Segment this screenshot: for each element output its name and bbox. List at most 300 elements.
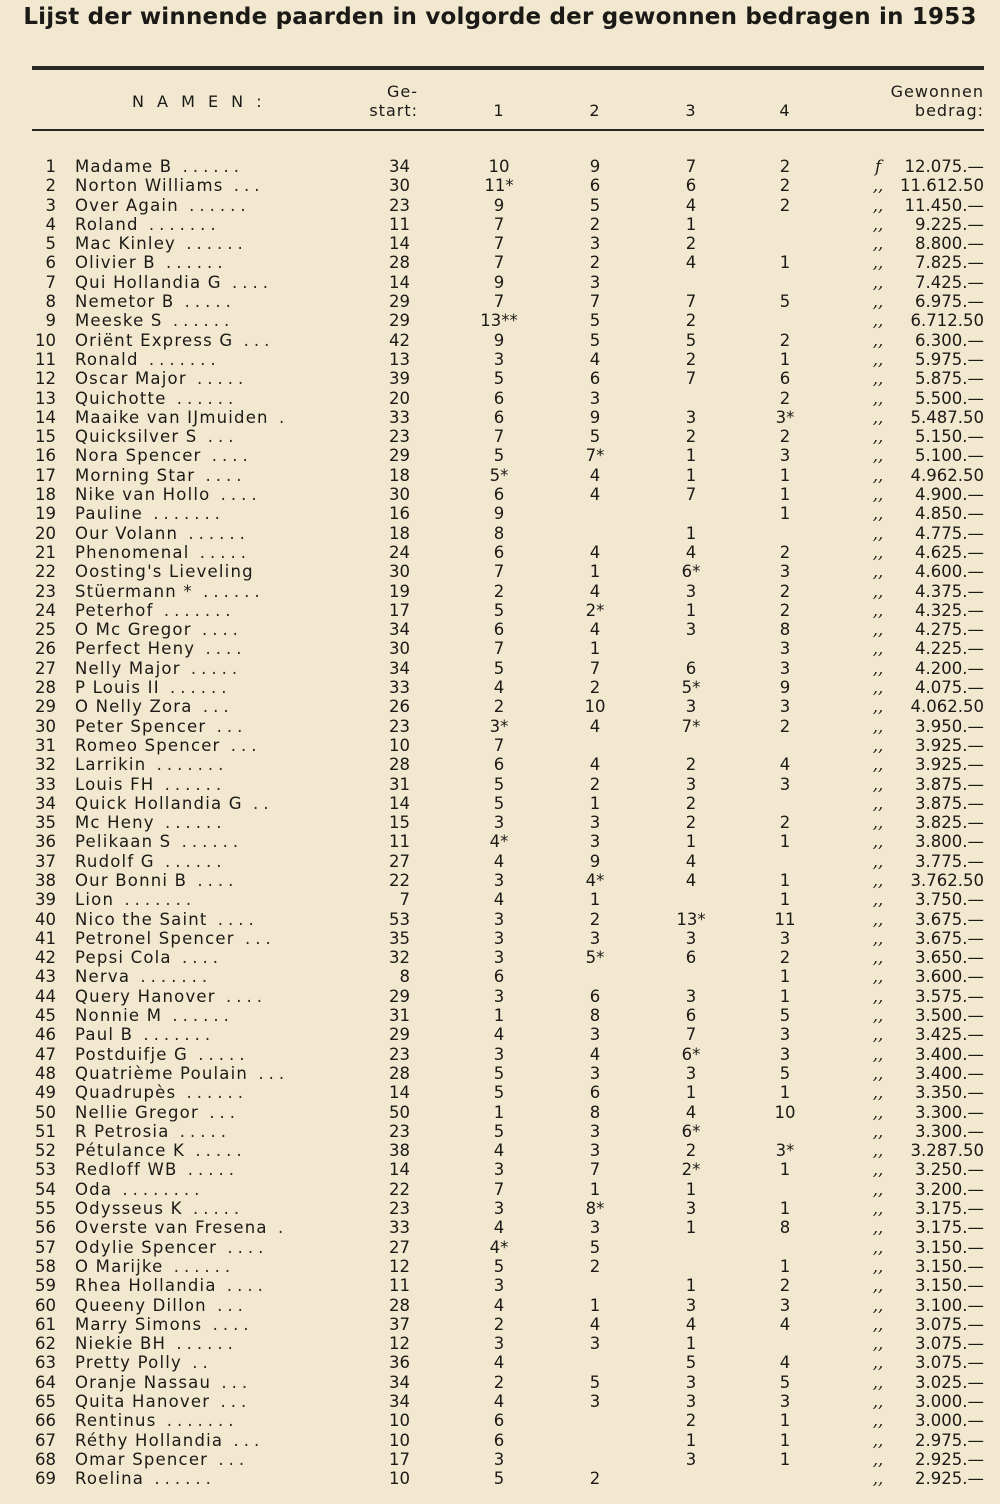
fourth-places: 1 [779,870,791,890]
second-places: 2 [589,774,601,794]
horse-name [75,794,274,813]
currency-mark: ,, [872,1411,884,1431]
table-row [0,890,1000,909]
third-places: 4 [685,870,697,890]
second-places: 3 [589,272,601,292]
row-number: 58 [35,1256,56,1276]
first-places: 3 [493,948,505,968]
horse-name-text: Odysseus K [75,1199,183,1219]
currency-mark: ,, [872,1121,884,1141]
horse-name-text: Our Volann [75,523,179,543]
third-places: 2 [685,1411,697,1431]
amount-won: 3.925.— [915,735,984,755]
amount-won: 3.150.— [915,1276,984,1296]
leader-dots: ..... [174,292,236,312]
fourth-places: 4 [779,755,791,775]
amount-won: 3.287.50 [910,1141,984,1161]
horse-name [75,504,225,523]
leader-dots: ...... [178,195,251,215]
first-places: 7 [493,562,505,582]
row-number: 31 [35,735,56,755]
starts-count: 34 [389,658,410,678]
third-places: 3 [685,407,697,427]
amount-won: 5.500.— [915,388,984,408]
currency-mark: ,, [872,1372,884,1392]
horse-name [75,234,248,253]
table-row [0,717,1000,736]
leader-dots: .. [242,793,274,813]
starts-count: 14 [389,1160,410,1180]
starts-count: 23 [389,716,410,736]
currency-mark: ,, [872,1334,884,1354]
third-places: 6 [685,176,697,196]
first-places: 4 [493,1392,505,1411]
table-row [0,1431,1000,1450]
third-places: 3 [685,1199,697,1219]
row-number: 17 [35,465,56,485]
starts-count: 27 [389,1237,410,1257]
starts-count: 33 [389,407,410,427]
table-row [0,485,1000,504]
horse-name [75,485,262,504]
second-places: 9 [589,407,601,427]
horse-name-text: Stüermann * [75,581,193,601]
first-places: 7 [493,234,505,254]
table-row [0,832,1000,851]
fourth-places: 1 [779,1199,791,1219]
leader-dots: ....... [156,1411,239,1431]
horse-name [75,813,226,832]
row-number: 54 [35,1179,56,1199]
fourth-places: 5 [779,292,791,312]
third-places: 2 [685,1141,697,1161]
horse-name [75,427,238,446]
fourth-places: 3 [779,928,791,948]
row-number: 55 [35,1199,56,1219]
currency-mark: ,, [872,292,884,312]
horse-name [75,1315,254,1334]
horse-name-text: Oda [75,1179,113,1199]
table-row [0,910,1000,929]
first-places: 6 [493,388,505,408]
amount-won: 4.850.— [915,504,984,524]
third-places: 1 [685,446,697,466]
amount-won: 4.225.— [915,639,984,659]
row-number: 34 [35,793,56,813]
horse-name [75,639,246,658]
table-row [0,408,1000,427]
row-number: 6 [45,253,56,273]
first-places: 4 [493,678,505,698]
amount-won: 7.825.— [915,253,984,273]
fourth-places: 2 [779,388,791,408]
second-places: 3 [589,1392,601,1411]
horse-name-text: Meeske S [75,311,163,331]
starts-count: 33 [389,1218,410,1238]
leader-dots: ... [248,1063,290,1083]
starts-count: 29 [389,311,410,331]
row-number: 28 [35,678,56,698]
currency-mark: ,, [872,1141,884,1161]
table-row [0,852,1000,871]
horse-name-text: Quicksilver S [75,427,198,447]
second-places: 6 [589,1083,601,1103]
table-row [0,1103,1000,1122]
header-started [362,82,418,120]
leader-dots: ... [233,330,275,350]
horse-name [75,1199,244,1218]
horse-name [75,273,273,292]
leader-dots: ....... [153,600,236,620]
amount-won: 3.600.— [915,967,984,987]
horse-name-text: Louis FH [75,774,155,794]
currency-mark: ,, [872,755,884,775]
leader-dots: .. [181,1353,213,1373]
horse-name-text: Maaike van IJmuiden [75,407,269,427]
horse-name-text: Pelikaan S [75,832,172,852]
horse-name-text: Oranje Nassau [75,1372,212,1392]
fourth-places: 1 [779,485,791,505]
currency-mark: ,, [872,1102,884,1122]
table-row [0,427,1000,446]
row-number: 7 [45,272,56,292]
third-places: 4 [685,253,697,273]
horse-name-text: Pétulance K [75,1141,186,1161]
leader-dots: .... [195,639,247,659]
third-places: 4 [685,1314,697,1334]
row-number: 67 [35,1430,56,1450]
first-places: 5 [493,1256,505,1276]
horse-name [75,1373,252,1392]
third-places: 1 [685,832,697,852]
currency-mark: ,, [872,349,884,369]
first-places: 3 [493,928,505,948]
currency-mark: ,, [872,562,884,582]
page-title: Lijst der winnende paarden in volgorde der gewonnen bedragen in 1953 [23,4,977,30]
table-row [0,755,1000,774]
starts-count: 29 [389,446,410,466]
leader-dots: ...... [155,253,228,273]
row-number: 8 [45,292,56,312]
second-places: 3 [589,1121,601,1141]
third-places: 5 [685,1353,697,1373]
amount-won: 3.400.— [915,1063,984,1083]
first-places: 3 [493,1199,505,1219]
horse-name-text: Nonnie M [75,1006,163,1026]
table-row [0,582,1000,601]
table-row [0,1315,1000,1334]
table-row [0,775,1000,794]
third-places: 1 [685,1218,697,1238]
leader-dots: .... [191,620,243,640]
currency-mark: ,, [872,639,884,659]
currency-mark: ,, [872,620,884,640]
third-places: 3 [685,581,697,601]
first-places: 5 [493,658,505,678]
table-row [0,369,1000,388]
amount-won: 3.825.— [915,813,984,833]
currency-mark: ,, [872,870,884,890]
fourth-places: 8 [779,620,791,640]
leader-dots: . [267,1218,289,1238]
first-places: 4 [493,890,505,910]
table-row [0,601,1000,620]
row-number: 41 [35,928,56,948]
second-places: 9 [589,851,601,871]
second-places: 2 [589,214,601,234]
table-row [0,1083,1000,1102]
table-row [0,273,1000,292]
third-places: 3 [685,774,697,794]
fourth-places: 1 [779,1256,791,1276]
leader-dots: . [268,407,290,427]
horse-name-text: Peter Spencer [75,716,207,736]
leader-dots: .... [217,1237,269,1257]
currency-mark: ,, [872,1179,884,1199]
row-number: 10 [35,330,56,350]
starts-count: 30 [389,562,410,582]
starts-count: 34 [389,1392,410,1411]
table-row [0,1045,1000,1064]
row-number: 16 [35,446,56,466]
row-number: 27 [35,658,56,678]
leader-dots: ...... [178,523,250,543]
leader-dots: ... [211,1372,253,1392]
amount-won: 3.950.— [915,716,984,736]
row-number: 5 [45,234,56,254]
starts-count: 53 [389,909,410,929]
first-places: 6 [493,755,505,775]
header-place-2: 2 [589,101,601,120]
second-places: 3 [589,1063,601,1083]
leader-dots: ...... [162,311,235,331]
first-places: 10 [488,157,510,176]
amount-won: 5.975.— [915,349,984,369]
second-places: 8 [589,1102,601,1122]
starts-count: 38 [389,1141,410,1161]
amount-won: 3.425.— [915,1025,984,1045]
third-places: 3 [685,928,697,948]
second-places: 2 [589,909,601,929]
table-row [0,1353,1000,1372]
fourth-places: 4 [779,1314,791,1334]
starts-count: 31 [389,774,410,794]
third-places: 2 [685,234,697,254]
horse-name-text: Overste van Fresena [75,1218,268,1238]
starts-count: 28 [389,253,410,273]
first-places: 9 [493,272,505,292]
third-places: 2 [685,755,697,775]
table-row [0,1238,1000,1257]
horse-name-text: Niekie BH [75,1334,167,1354]
starts-count: 11 [389,214,410,234]
amount-won: 3.300.— [915,1102,984,1122]
currency-mark: ,, [872,330,884,350]
row-number: 37 [35,851,56,871]
amount-won: 3.400.— [915,1044,984,1064]
amount-won: 4.900.— [915,485,984,505]
fourth-places: 1 [779,1083,791,1103]
first-places: 2 [493,581,505,601]
first-places: 5 [493,600,505,620]
horse-name [75,1392,251,1411]
leader-dots: ....... [138,349,221,369]
amount-won: 4.775.— [915,523,984,543]
second-places: 9 [589,157,601,176]
second-places: 4* [585,870,605,890]
horse-name-text: Query Hanover [75,986,216,1006]
first-places: 3 [493,1044,505,1064]
table-row [0,697,1000,716]
horse-name-text: Marry Simons [75,1314,203,1334]
row-number: 57 [35,1237,56,1257]
leader-dots: .... [216,1276,268,1296]
leader-dots: ...... [154,774,227,794]
third-places: 1 [685,214,697,234]
table-row [0,389,1000,408]
starts-count: 34 [389,157,410,176]
leader-dots: .... [215,986,267,1006]
leader-dots: ...... [192,581,265,601]
starts-count: 20 [389,388,410,408]
amount-won: 6.300.— [915,330,984,350]
starts-count: 18 [389,523,410,543]
second-places: 1 [589,793,601,813]
starts-count: 42 [389,330,410,350]
table-row [0,562,1000,581]
currency-mark: ,, [872,774,884,794]
amount-won: 4.962.50 [910,465,984,485]
starts-count: 12 [389,1334,410,1354]
fourth-places: 4 [779,1353,791,1373]
fourth-places: 1 [779,1160,791,1180]
currency-mark: ,, [872,581,884,601]
first-places: 5 [493,774,505,794]
table-row [0,234,1000,253]
amount-won: 3.000.— [915,1392,984,1411]
amount-won: 3.075.— [915,1314,984,1334]
horse-name-text: O Nelly Zora [75,697,193,717]
currency-mark: ,, [872,1199,884,1219]
horse-name [75,1469,216,1488]
horse-name-text: Quick Hollandia G [75,793,243,813]
horse-name [75,215,221,234]
row-number: 21 [35,542,56,562]
first-places: 5 [493,1121,505,1141]
leader-dots: ... [223,176,265,196]
horse-name [75,408,289,427]
header-amount-line1: Gewonnen [890,82,984,101]
row-number: 35 [35,813,56,833]
first-places: 5 [493,1063,505,1083]
currency-mark: ,, [872,890,884,910]
third-places: 3 [685,1063,697,1083]
fourth-places: 1 [779,890,791,910]
horse-name [75,967,212,986]
horse-name-text: Oriënt Express G [75,330,234,350]
amount-won: 3.750.— [915,890,984,910]
row-number: 56 [35,1218,56,1238]
row-number: 43 [35,967,56,987]
row-number: 32 [35,755,56,775]
currency-mark: ,, [872,1063,884,1083]
leader-dots: ... [206,1295,248,1315]
currency-mark: ,, [872,948,884,968]
row-number: 26 [35,639,56,659]
table-row [0,929,1000,948]
currency-mark: ,, [872,253,884,273]
amount-won: 3.775.— [915,851,984,871]
horse-name-text: Nike van Hollo [75,485,211,505]
fourth-places: 2 [779,330,791,350]
second-places: 4 [589,1314,601,1334]
amount-won: 3.675.— [915,909,984,929]
table-row [0,1218,1000,1237]
leader-dots: ... [192,697,234,717]
amount-won: 3.925.— [915,755,984,775]
third-places: 7 [685,369,697,389]
first-places: 7 [493,639,505,659]
amount-won: 2.925.— [915,1469,984,1489]
currency-mark: ,, [872,793,884,813]
row-number: 53 [35,1160,56,1180]
second-places: 4 [589,581,601,601]
fourth-places: 2 [779,948,791,968]
horse-name [75,389,238,408]
row-number: 42 [35,948,56,968]
table-row [0,871,1000,890]
second-places: 4 [589,620,601,640]
second-places: 10 [584,697,606,717]
second-places: 3 [589,234,601,254]
fourth-places: 11 [774,909,796,929]
currency-mark: ,, [872,1025,884,1045]
row-number: 51 [35,1121,56,1141]
first-places: 7 [493,292,505,312]
table-row [0,1450,1000,1469]
third-places: 3 [685,1392,697,1411]
row-number: 69 [35,1469,56,1489]
horse-name-text: R Petrosia [75,1121,170,1141]
horse-name-text: Queeny Dillon [75,1295,207,1315]
leader-dots: ... [206,716,248,736]
third-places: 1 [685,1179,697,1199]
table-row [0,157,1000,176]
second-places: 3 [589,928,601,948]
fourth-places: 2 [779,581,791,601]
second-places: 2 [589,678,601,698]
horse-name-text: Romeo Spencer [75,735,221,755]
amount-won: 2.925.— [915,1449,984,1469]
leader-dots: ..... [182,1199,245,1219]
winners-table [0,157,1000,1488]
horse-name-text: Odylie Spencer [75,1237,218,1257]
header-rule [32,129,984,131]
leader-dots: .... [221,272,273,292]
table-row [0,1276,1000,1295]
horse-name-text: Pauline [75,504,143,524]
row-number: 2 [45,176,56,196]
currency-mark: f [874,157,882,176]
horse-name [75,369,248,388]
amount-won: 3.762.50 [910,870,984,890]
starts-count: 27 [389,851,410,871]
horse-name [75,1141,247,1160]
currency-mark: ,, [872,407,884,427]
horse-name [75,1431,264,1450]
table-row [0,1006,1000,1025]
horse-name [75,601,236,620]
